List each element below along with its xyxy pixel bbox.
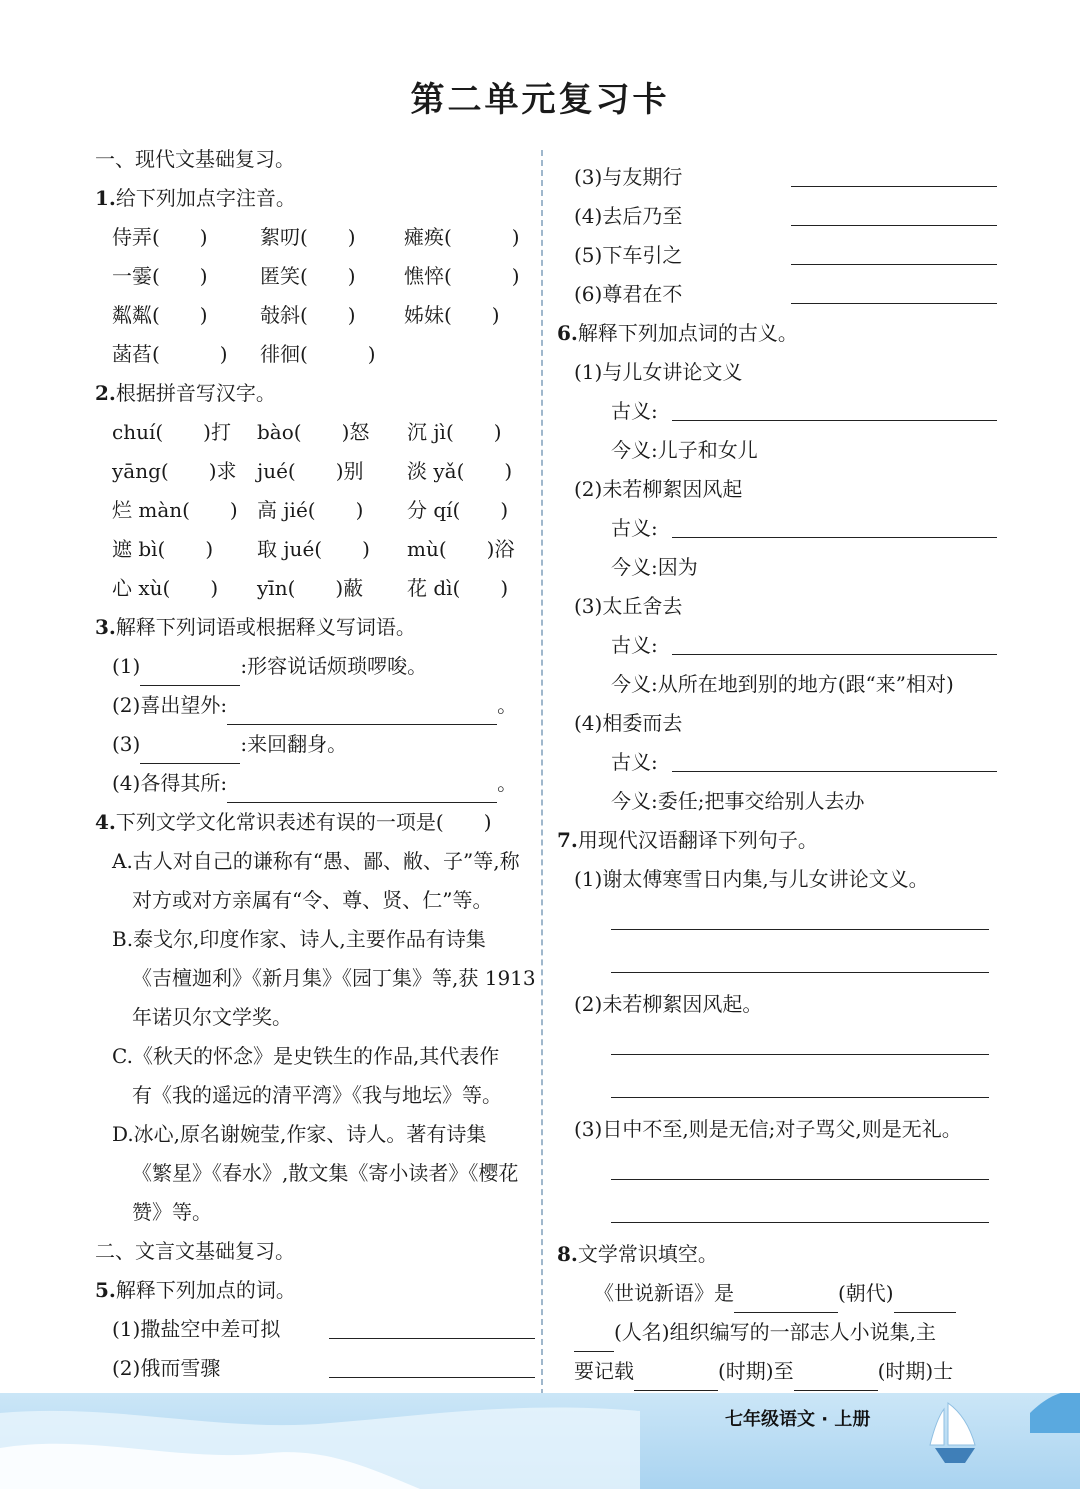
- question-2: [95, 374, 535, 413]
- item-label: (1)撒盐空中差可拟: [112, 1317, 281, 1341]
- pinyin-item[interactable]: 侍弄( ): [112, 225, 208, 249]
- pinyin-item[interactable]: 粼粼( ): [112, 303, 208, 327]
- option-c-cont: 有《我的遥远的清平湾》《我与地坛》等。: [132, 1083, 502, 1107]
- guyi-row: [557, 626, 997, 665]
- question-text: 解释下列加点词的古义。: [577, 321, 798, 345]
- pinyin-item[interactable]: 一霎( ): [112, 264, 208, 288]
- question-number: 4.: [95, 810, 116, 834]
- right-column: [557, 158, 997, 1430]
- option-d-cont: 赞》等。: [132, 1200, 212, 1224]
- answer-blank[interactable]: [894, 1286, 956, 1313]
- answer-line[interactable]: [672, 771, 997, 772]
- question-4: [95, 803, 535, 842]
- guyi-label: 古义:: [611, 750, 658, 774]
- option-a[interactable]: A.古人对自己的谦称有“愚、鄙、敝、子”等,称: [112, 849, 520, 873]
- q6-item-label: (4)相委而去: [574, 711, 683, 735]
- jinyi-row: 今义:儿子和女儿: [611, 438, 758, 462]
- option-b-cont: 《吉檀迦利》《新月集》《园丁集》等,获 1913: [132, 966, 536, 990]
- q5-item: [557, 197, 997, 236]
- question-1: [95, 179, 535, 218]
- hanzi-row: [95, 569, 535, 608]
- pinyin-item[interactable]: 姊妹( ): [404, 303, 500, 327]
- answer-blank[interactable]: [574, 1325, 614, 1352]
- guyi-row: [557, 743, 997, 782]
- question-text: 根据拼音写汉字。: [115, 381, 276, 405]
- q8-text: 要记载: [574, 1359, 634, 1383]
- hanzi-item[interactable]: 分 qí( ): [407, 498, 509, 522]
- hanzi-item[interactable]: 遮 bì( ): [112, 537, 214, 561]
- hanzi-item[interactable]: 烂 màn( ): [112, 498, 238, 522]
- q5-item: [95, 1310, 535, 1349]
- item-end: 。: [497, 771, 518, 795]
- q7-item: (3)日中不至,则是无信;对子骂父,则是无礼。: [574, 1117, 962, 1141]
- question-text: 解释下列词语或根据释义写词语。: [115, 615, 416, 639]
- hanzi-item[interactable]: 沉 jì( ): [407, 420, 502, 444]
- jinyi-row: 今义:从所在地到别的地方(跟“来”相对): [611, 672, 954, 696]
- option-c[interactable]: C.《秋天的怀念》是史铁生的作品,其代表作: [112, 1044, 500, 1068]
- jinyi-row: 今义:委任;把事交给别人去办: [611, 789, 865, 813]
- q5-item: [557, 158, 997, 197]
- pinyin-item[interactable]: 菡萏( ): [112, 342, 228, 366]
- hanzi-item[interactable]: 高 jié( ): [257, 498, 364, 522]
- hanzi-item[interactable]: bào( )怒: [257, 420, 370, 444]
- item-label: (3): [112, 732, 141, 756]
- answer-line[interactable]: [611, 1024, 989, 1055]
- question-number: 6.: [557, 321, 578, 345]
- question-number: 8.: [557, 1242, 578, 1266]
- answer-blank[interactable]: [140, 659, 240, 686]
- q8-text: 《世说新语》是: [594, 1281, 734, 1305]
- answer-line[interactable]: [611, 1067, 989, 1098]
- question-number: 5.: [95, 1278, 116, 1302]
- option-a-cont: 对方或对方亲属有“令、尊、贤、仁”等。: [132, 888, 493, 912]
- option-b-cont: 年诺贝尔文学奖。: [132, 1005, 292, 1029]
- question-6: [557, 314, 997, 353]
- option-d-cont: 《繁星》《春水》,散文集《寄小读者》《樱花: [132, 1161, 519, 1185]
- question-number: 1.: [95, 186, 116, 210]
- item-label: (2)俄而雪骤: [112, 1356, 221, 1380]
- question-text: 下列文学文化常识表述有误的一项是( ): [115, 810, 492, 834]
- question-text: 解释下列加点的词。: [115, 1278, 296, 1302]
- sailboat-icon: [930, 1403, 975, 1463]
- hanzi-item[interactable]: jué( )别: [257, 459, 364, 483]
- question-7: [557, 821, 997, 860]
- pinyin-row: [95, 218, 535, 257]
- answer-line[interactable]: [791, 186, 997, 187]
- wave-decoration: [0, 1393, 1080, 1489]
- item-label: (5)下车引之: [574, 243, 683, 267]
- pinyin-item[interactable]: 攲斜( ): [260, 303, 356, 327]
- hanzi-item[interactable]: 花 dì( ): [407, 576, 509, 600]
- answer-blank[interactable]: [794, 1364, 878, 1391]
- item-label: (6)尊君在不: [574, 282, 683, 306]
- q7-item: (2)未若柳絮因风起。: [574, 992, 763, 1016]
- section-heading: 二、文言文基础复习。: [95, 1239, 295, 1263]
- answer-blank[interactable]: [140, 737, 240, 764]
- item-text: :来回翻身。: [240, 732, 348, 756]
- hanzi-row: [95, 491, 535, 530]
- question-5: [95, 1271, 535, 1310]
- item-text: :形容说话烦琐啰唆。: [240, 654, 428, 678]
- guyi-label: 古义:: [611, 633, 658, 657]
- question-text: 用现代汉语翻译下列句子。: [577, 828, 818, 852]
- hanzi-row: [95, 530, 535, 569]
- answer-line[interactable]: [791, 225, 997, 226]
- guyi-row: [557, 509, 997, 548]
- answer-line[interactable]: [329, 1338, 535, 1339]
- q8-line-2: [557, 1313, 997, 1352]
- hanzi-item[interactable]: 淡 yǎ( ): [407, 459, 513, 483]
- q5-item: [95, 1349, 535, 1388]
- hanzi-row: [95, 413, 535, 452]
- q3-item-1: [95, 647, 535, 686]
- answer-blank[interactable]: [227, 698, 497, 725]
- q8-line-1: [557, 1274, 997, 1313]
- section-heading: 一、现代文基础复习。: [95, 147, 295, 171]
- guyi-label: 古义:: [611, 399, 658, 423]
- pinyin-row: [95, 257, 535, 296]
- option-d[interactable]: D.冰心,原名谢婉莹,作家、诗人。著有诗集: [112, 1122, 487, 1146]
- answer-line[interactable]: [791, 264, 997, 265]
- hanzi-item[interactable]: 取 jué( ): [257, 537, 370, 561]
- hanzi-row: [95, 452, 535, 491]
- q8-line-3: [557, 1352, 997, 1391]
- question-number: 2.: [95, 381, 116, 405]
- hanzi-item[interactable]: yīn( )蔽: [257, 576, 364, 600]
- item-label: (3)与友期行: [574, 165, 683, 189]
- item-label: (4)去后乃至: [574, 204, 683, 228]
- answer-line[interactable]: [611, 1149, 989, 1180]
- answer-blank[interactable]: [734, 1286, 838, 1313]
- hanzi-item[interactable]: 心 xù( ): [112, 576, 219, 600]
- q8-text: (时期)士: [877, 1359, 954, 1383]
- q5-item: [557, 236, 997, 275]
- item-label: (2)喜出望外:: [112, 693, 228, 717]
- question-number: 7.: [557, 828, 578, 852]
- answer-line[interactable]: [611, 942, 989, 973]
- q7-item: (1)谢太傅寒雪日内集,与儿女讲论文义。: [574, 867, 929, 891]
- q3-item-4: [95, 764, 535, 803]
- q3-item-3: [95, 725, 535, 764]
- answer-blank[interactable]: [227, 776, 497, 803]
- answer-line[interactable]: [672, 420, 997, 421]
- book-label: 七年级语文 · 上册: [725, 1409, 871, 1430]
- answer-line[interactable]: [611, 899, 989, 930]
- q6-item-label: (1)与儿女讲论文义: [574, 360, 743, 384]
- hanzi-item[interactable]: mù( )浴: [407, 537, 515, 561]
- question-text: 给下列加点字注音。: [115, 186, 296, 210]
- answer-line[interactable]: [791, 303, 997, 304]
- pinyin-row: [95, 335, 535, 374]
- hanzi-item[interactable]: chuí( )打: [112, 420, 231, 444]
- answer-line[interactable]: [329, 1377, 535, 1378]
- option-b[interactable]: B.泰戈尔,印度作家、诗人,主要作品有诗集: [112, 927, 486, 951]
- guyi-label: 古义:: [611, 516, 658, 540]
- q8-text: (时期)至: [718, 1359, 794, 1383]
- question-8: [557, 1235, 997, 1274]
- pinyin-row: [95, 296, 535, 335]
- hanzi-item[interactable]: yāng( )求: [112, 459, 237, 483]
- pinyin-item[interactable]: 匿笑( ): [260, 264, 356, 288]
- answer-line[interactable]: [672, 654, 997, 655]
- jinyi-row: 今义:因为: [611, 555, 698, 579]
- question-3: [95, 608, 535, 647]
- item-end: 。: [497, 693, 518, 717]
- answer-line[interactable]: [611, 1192, 989, 1223]
- page-title: 第二单元复习卡: [410, 80, 670, 120]
- left-column: [95, 140, 535, 1388]
- q3-item-2: [95, 686, 535, 725]
- q5-item: [557, 275, 997, 314]
- pinyin-item[interactable]: 憔悴( ): [404, 264, 520, 288]
- question-text: 文学常识填空。: [577, 1242, 718, 1266]
- column-divider: [541, 150, 543, 1395]
- pinyin-item[interactable]: 徘徊( ): [260, 342, 376, 366]
- question-number: 3.: [95, 615, 116, 639]
- item-label: (4)各得其所:: [112, 771, 228, 795]
- q6-item-label: (3)太丘舍去: [574, 594, 683, 618]
- q8-text: (朝代): [838, 1281, 894, 1305]
- pinyin-item[interactable]: 絮叨( ): [260, 225, 356, 249]
- item-label: (1): [112, 654, 141, 678]
- pinyin-item[interactable]: 瘫痪( ): [404, 225, 520, 249]
- q8-text: (人名)组织编写的一部志人小说集,主: [614, 1320, 936, 1344]
- answer-line[interactable]: [672, 537, 997, 538]
- q6-item-label: (2)未若柳絮因风起: [574, 477, 743, 501]
- answer-blank[interactable]: [634, 1364, 718, 1391]
- guyi-row: [557, 392, 997, 431]
